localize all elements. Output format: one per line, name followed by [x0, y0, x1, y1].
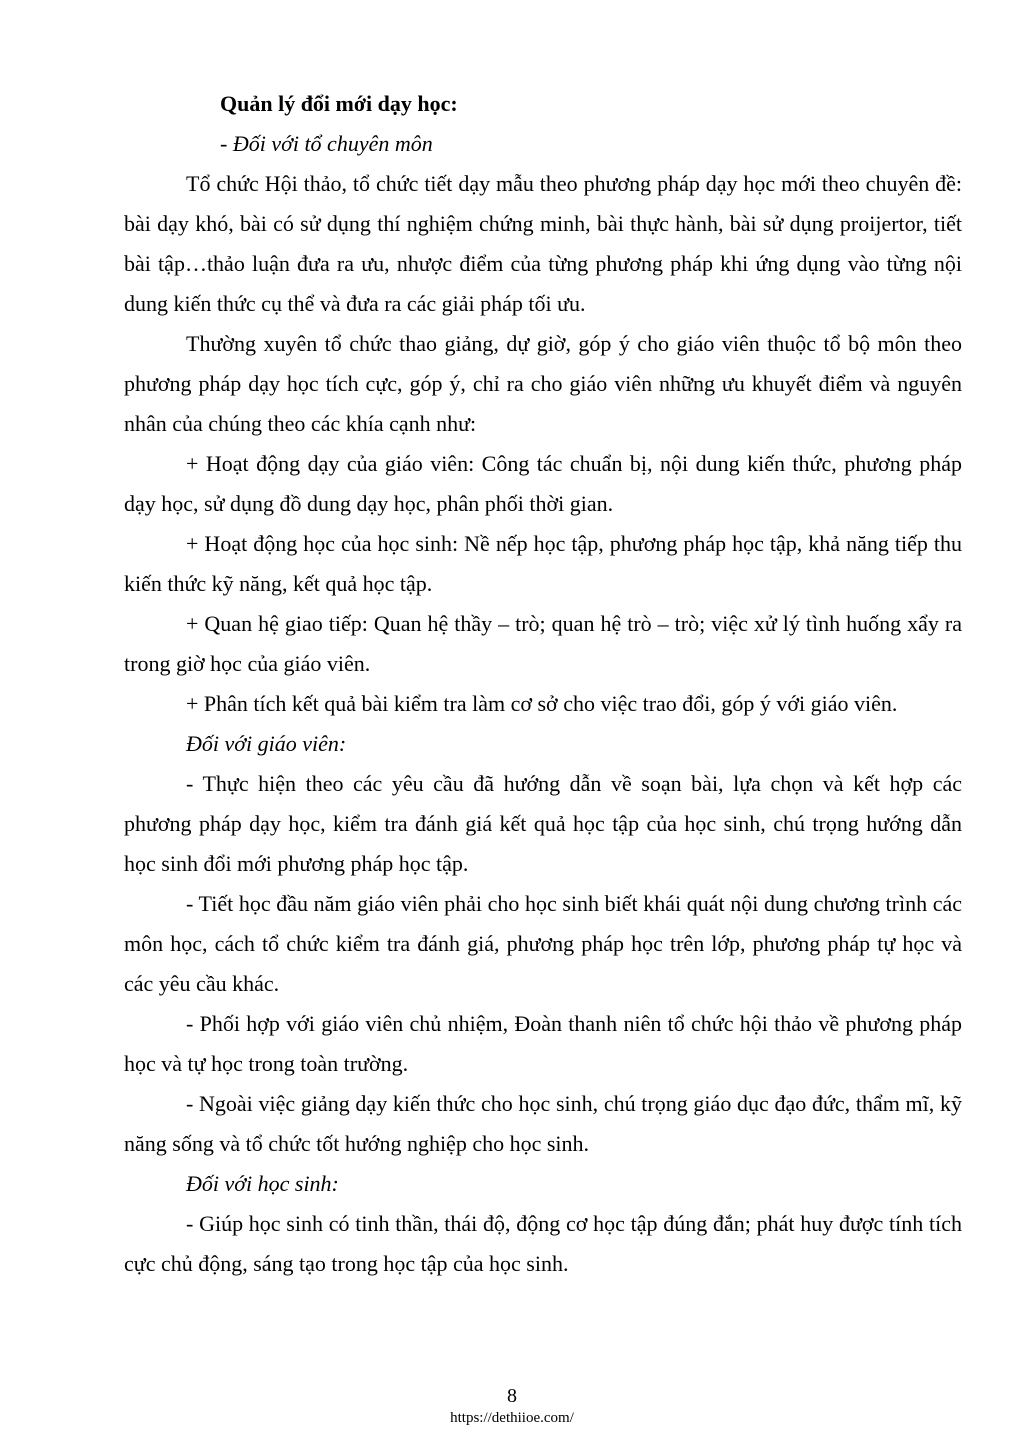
- paragraph: - Ngoài việc giảng dạy kiến thức cho học sinh, chú trọng giáo dục đạo đức, thẩm mĩ, kỹ năng sống và tổ chức tốt hướng nghiệp cho học sinh.: [124, 1091, 962, 1156]
- paragraph: + Phân tích kết quả bài kiểm tra làm cơ sở cho việc trao đổi, góp ý với giáo viên.: [186, 691, 898, 716]
- paragraph: Tổ chức Hội thảo, tổ chức tiết dạy mẫu theo phương pháp dạy học mới theo chuyên đề: bài dạy khó, bài có sử dụng thí nghiệm chứng minh, bài thực hành, bài sử dụng proijertor, tiết bài tập…thảo luận đưa ra ưu, nhược điểm của từng phương pháp khi ứng dụng vào từng nội dung kiến thức cụ thể và đưa ra các giải pháp tối ưu.: [124, 171, 962, 316]
- subsection-heading-teachers: Đối với giáo viên:: [186, 731, 347, 756]
- footer-url: https://dethiioe.com/: [450, 1410, 574, 1426]
- document-body: [124, 84, 962, 1284]
- paragraph: + Hoạt động dạy của giáo viên: Công tác chuẩn bị, nội dung kiến thức, phương pháp dạy học, sử dụng đồ dung dạy học, phân phối thời gian.: [124, 451, 962, 516]
- paragraph: - Thực hiện theo các yêu cầu đã hướng dẫn về soạn bài, lựa chọn và kết hợp các phương pháp dạy học, kiểm tra đánh giá kết quả học tập của học sinh, chú trọng hướng dẫn học sinh đổi mới phương pháp học tập.: [124, 771, 962, 876]
- paragraph: - Phối hợp với giáo viên chủ nhiệm, Đoàn thanh niên tổ chức hội thảo về phương pháp học và tự học trong toàn trường.: [124, 1011, 962, 1076]
- paragraph: + Hoạt động học của học sinh: Nề nếp học tập, phương pháp học tập, khả năng tiếp thu kiến thức kỹ năng, kết quả học tập.: [124, 531, 962, 596]
- paragraph: Thường xuyên tổ chức thao giảng, dự giờ, góp ý cho giáo viên thuộc tổ bộ môn theo phương pháp dạy học tích cực, góp ý, chỉ ra cho giáo viên những ưu khuyết điểm và nguyên nhân của chúng theo các khía cạnh như:: [124, 331, 962, 436]
- subsection-heading-students: Đối với học sinh:: [186, 1171, 339, 1196]
- paragraph: + Quan hệ giao tiếp: Quan hệ thầy – trò; quan hệ trò – trò; việc xử lý tình huống xẩy ra trong giờ học của giáo viên.: [124, 611, 962, 676]
- paragraph: - Tiết học đầu năm giáo viên phải cho học sinh biết khái quát nội dung chương trình các môn học, cách tổ chức kiểm tra đánh giá, phương pháp học trên lớp, phương pháp tự học và các yêu cầu khác.: [124, 891, 962, 996]
- section-heading: Quản lý đổi mới dạy học:: [220, 91, 458, 116]
- page-number: 8: [507, 1385, 517, 1407]
- paragraph: - Giúp học sinh có tinh thần, thái độ, động cơ học tập đúng đắn; phát huy được tính tích cực chủ động, sáng tạo trong học tập của học sinh.: [124, 1211, 962, 1276]
- subsection-heading-department: - Đối với tổ chuyên môn: [220, 131, 433, 156]
